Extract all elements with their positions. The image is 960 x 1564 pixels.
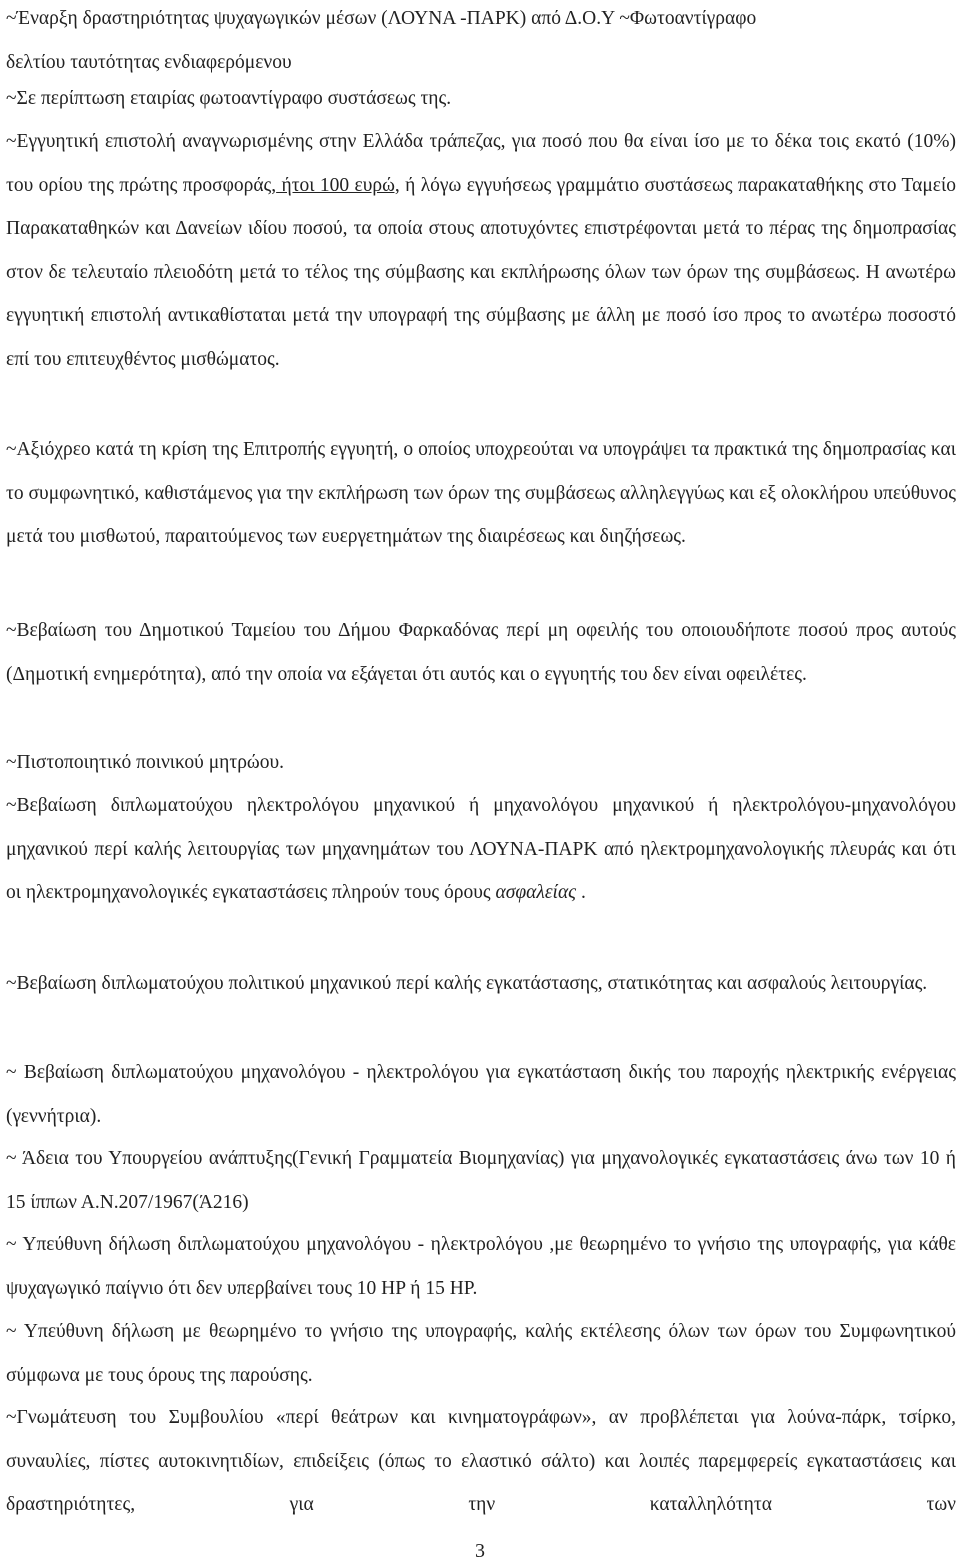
paragraph-electromechanical-certificate: ~Βεβαίωση διπλωματούχου ηλεκτρολόγου μηχανικού ή μηχανολόγου μηχανικού ή ηλεκτρολόγου-μηχανολόγου μηχανικού περί καλής λειτουργίας των μηχανημάτων του ΛΟΥΝΑ-ΠΑΡΚ από ηλεκτρομηχανολογικής πλευράς και ότι οι ηλεκτρομηχανολογικές εγκαταστάσεις πληρούν τους όρους ασφαλείας . [6, 795, 956, 903]
paragraph-generator-certificate: ~ Βεβαίωση διπλωματούχου μηχανολόγου - ηλεκτρολόγου για εγκατάσταση δικής του παροχής ηλεκτρικής ενέργειας (γεννήτρια). [6, 1062, 956, 1127]
italic-word: ασφαλείας [495, 882, 577, 903]
paragraph-guarantee-letter: ~Εγγυητική επιστολή αναγνωρισμένης στην Ελλάδα τράπεζας, για ποσό που θα είναι ίσο με το δέκα τοις εκατό (10%) του ορίου της πρώτης προσφοράς, ήτοι 100 ευρώ, ή λόγω εγγυήσεως γραμμάτιο συστάσεως παρακαταθήκης στο Ταμείο Παρακαταθηκών και Δανείων ιδίου ποσού, τα οποία στους αποτυχόντες επιστρέφονται μετά το πέρας της δημοπρασίας στον δε τελευταίο πλειοδότη μετά το τέλος της σύμβασης και εκπλήρωσης όλων των όρων της συμβάσεως. Η ανωτέρω εγγυητική επιστολή αντικαθίσταται μετά την υπογραφή της σύμβασης με άλλη με ποσό ίσο προς το ανωτέρω ποσοστό επί του επιτευχθέντος μισθώματος. [6, 131, 956, 370]
paragraph-ministry-license: ~ Άδεια του Υπουργείου ανάπτυξης(Γενική Γραμματεία Βιομηχανίας) για μηχανολογικές εγκαταστάσεις άνω των 10 ή 15 ίππων Α.Ν.207/1967(Ά216) [6, 1148, 956, 1213]
paragraph-civil-engineer-certificate: ~Βεβαίωση διπλωματούχου πολιτικού μηχανικού περί καλής εγκατάστασης, στατικότητας και ασφαλούς λειτουργίας. [6, 973, 928, 994]
paragraph-activity-start: ~Έναρξη δραστηριότητας ψυχαγωγικών μέσων (ΛΟΥΝΑ -ΠΑΡΚ) από Δ.Ο.Υ ~Φωτοαντίγραφο δελτίου ταυτότητας ενδιαφερόμενου [6, 8, 757, 73]
paragraph-horsepower-declaration: ~ Υπεύθυνη δήλωση διπλωματούχου μηχανολόγου - ηλεκτρολόγου ,με θεωρημένο το γνήσιο της υπογραφής, για κάθε ψυχαγωγικό παίγνιο ότι δεν υπερβαίνει τους 10 HP ή 15 HP. [6, 1234, 956, 1299]
paragraph-theatre-council-opinion: ~Γνωμάτευση του Συμβουλίου «περί θεάτρων και κινηματογράφων», αν προβλέπεται για λούνα-πάρκ, τσίρκο, συναυλίες, πίστες αυτοκινητιδίων, επιδείξεις (όπως το ελαστικό σάλτο) και λοιπές παρεμφερείς εγκαταστάσεις και δραστηριότητες, για την καταλληλότητα των [6, 1407, 956, 1515]
paragraph-company-statute: ~Σε περίπτωση εταιρίας φωτοαντίγραφο συστάσεως της. [6, 88, 452, 109]
underlined-amount: ήτοι 100 ευρώ, [276, 174, 400, 196]
page-number: 3 [475, 1540, 485, 1562]
paragraph-criminal-record: ~Πιστοποιητικό ποινικού μητρώου. [6, 752, 285, 773]
paragraph-municipal-clearance: ~Βεβαίωση του Δημοτικού Ταμείου του Δήμου Φαρκαδόνας περί μη οφειλής του οποιουδήποτε ποσού προς αυτούς (Δημοτική ενημερότητα), από την οποία να εξάγεται ότι αυτός και ο εγγυητής του δεν είναι οφειλέτες. [6, 620, 956, 685]
paragraph-good-performance-declaration: ~ Υπεύθυνη δήλωση με θεωρημένο το γνήσιο της υπογραφής, καλής εκτέλεσης όλων των όρων του Συμφωνητικού σύμφωνα με τους όρους της παρούσης. [6, 1321, 956, 1386]
paragraph-guarantor: ~Αξιόχρεο κατά τη κρίση της Επιτροπής εγγυητή, ο οποίος υποχρεούται να υπογράψει τα πρακτικά της δημοπρασίας και το συμφωνητικό, καθιστάμενος για την εκπλήρωση των όρων της συμβάσεως αλληλεγγύως και εξ ολοκλήρου υπεύθυνος μετά του μισθωτού, παραιτούμενος των ευεργετημάτων της διαιρέσεως και διηζήσεως. [6, 439, 956, 547]
